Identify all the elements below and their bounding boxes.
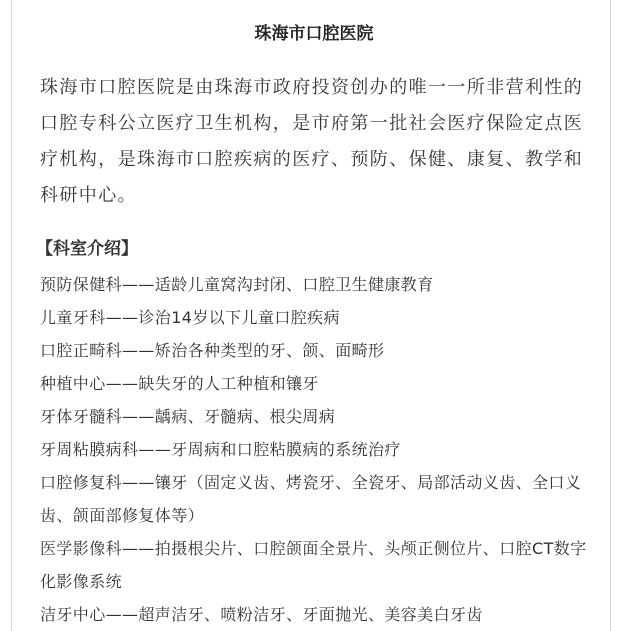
- department-item-prevention: 预防保健科——适龄儿童窝沟封闭、口腔卫生健康教育: [40, 275, 434, 294]
- department-item-prosthodontics: 口腔修复科——镶牙（固定义齿、烤瓷牙、全瓷牙、局部活动义齿、全口义齿、颌面部修复体等）: [40, 473, 582, 525]
- page-title: 珠海市口腔医院: [254, 24, 374, 44]
- department-item-endodontics: 牙体牙髓科——龋病、牙髓病、根尖周病: [40, 407, 336, 426]
- department-item-orthodontics: 口腔正畸科——矫治各种类型的牙、颌、面畸形: [40, 341, 385, 360]
- department-item-imaging: 医学影像科——拍摄根尖片、口腔颌面全景片、头颅正侧位片、口腔CT数字化影像系统: [40, 539, 587, 591]
- department-item-implant: 种植中心——缺失牙的人工种植和镶牙: [40, 374, 319, 393]
- section-heading-departments: 【科室介绍】: [36, 239, 138, 259]
- department-item-cleaning: 洁牙中心——超声洁牙、喷粉洁牙、牙面抛光、美容美白牙齿: [40, 605, 483, 624]
- department-item-periodontics: 牙周粘膜病科——牙周病和口腔粘膜病的系统治疗: [40, 440, 401, 459]
- department-list: [40, 268, 596, 631]
- department-item-pediatric: 儿童牙科——诊治14岁以下儿童口腔疾病: [40, 308, 340, 327]
- intro-paragraph: 珠海市口腔医院是由珠海市政府投资创办的唯一一所非营利性的口腔专科公立医疗卫生机构，是市府第一批社会医疗保险定点医疗机构，是珠海市口腔疾病的医疗、预防、保健、康复、教学和科研中心。: [40, 77, 584, 206]
